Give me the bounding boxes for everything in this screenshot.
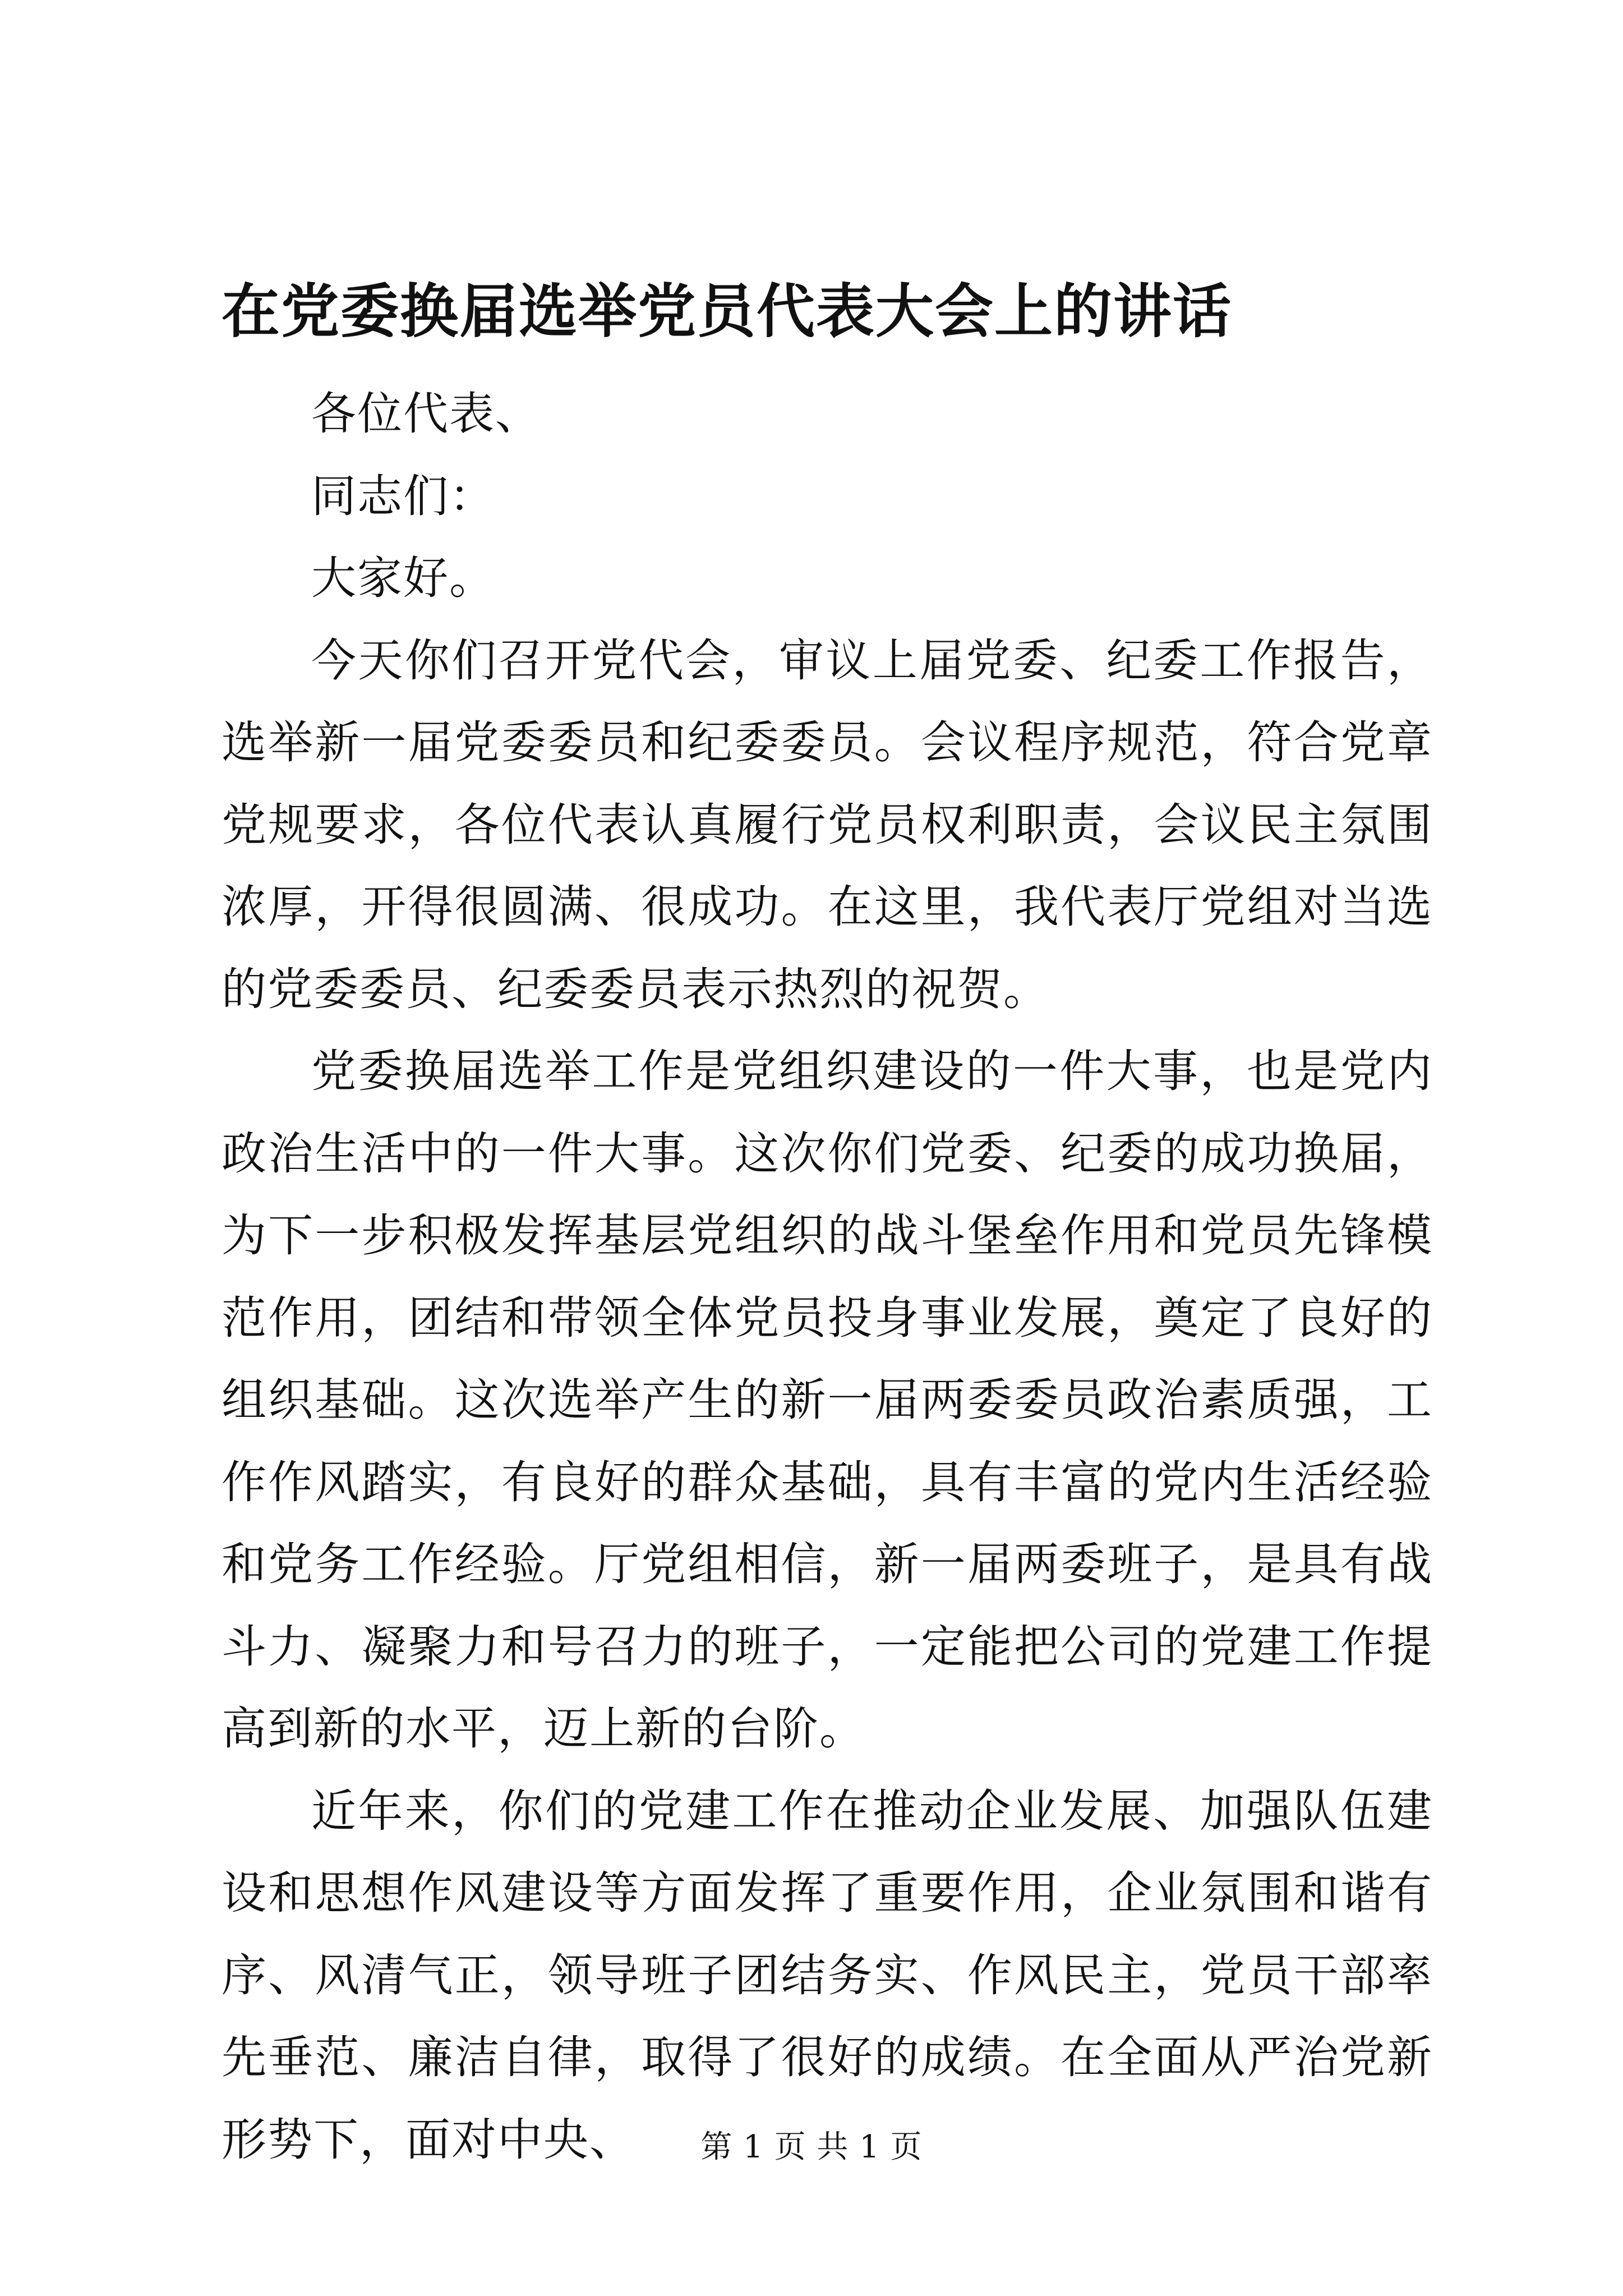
salutation-line: 大家好。 <box>311 552 495 604</box>
salutation-line: 各位代表、 <box>311 388 541 440</box>
page-footer: 第 1 页 共 1 页 <box>700 2129 923 2165</box>
body-paragraph: 党委换届选举工作是党组织建设的一件大事，也是党内政治生活中的一件大事。这次你们党委、纪委的成功换届，为下一步积极发挥基层党组织的战斗堡垒作用和党员先锋模范作用，团结和带领全体党员投身事业发展，奠定了良好的组织基础。这次选举产生的新一届两委委员政治素质强，工作作风踏实，有良好的群众基础，具有丰富的党内生活经验和党务工作经验。厅党组相信，新一届两委班子，是具有战斗力、凝聚力和号召力的班子，一定能把公司的党建工作提高到新的水平，迈上新的台阶。 <box>222 1045 1433 1755</box>
body-paragraph: 今天你们召开党代会，审议上届党委、纪委工作报告，选举新一届党委委员和纪委委员。会议程序规范，符合党章党规要求，各位代表认真履行党员权利职责，会议民主氛围浓厚，开得很圆满、很成功。在这里，我代表厅党组对当选的党委委员、纪委委员表示热烈的祝贺。 <box>222 634 1433 1015</box>
document-title: 在党委换届选举党员代表大会上的讲话 <box>222 277 1233 346</box>
salutation-line: 同志们： <box>311 470 495 522</box>
document-body <box>222 373 1433 2181</box>
body-paragraph: 近年来，你们的党建工作在推动企业发展、加强队伍建设和思想作风建设等方面发挥了重要作用，企业氛围和谐有序、风清气正，领导班子团结务实、作风民主，党员干部率先垂范、廉洁自律，取得了很好的成绩。在全面从严治党新形势下，面对中央、 <box>222 1784 1433 2166</box>
